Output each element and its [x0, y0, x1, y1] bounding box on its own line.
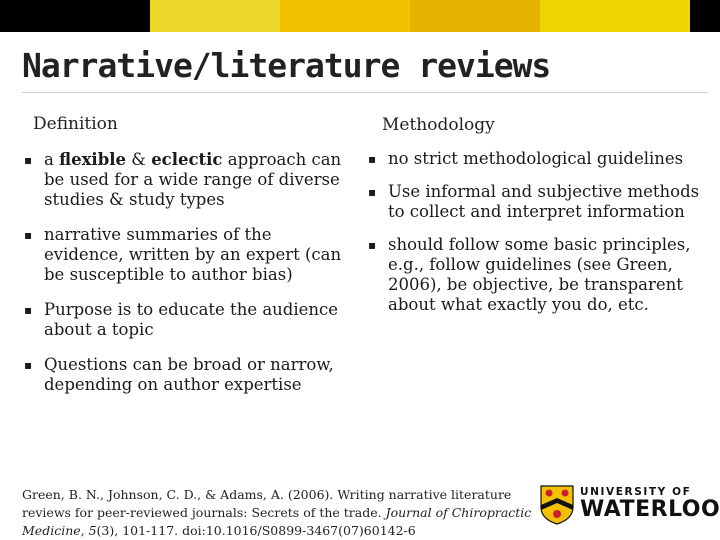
title-divider: [22, 92, 708, 93]
citation-authors: Green, B. N., Johnson, C. D., & Adams, A. (2006). Writing narrative literature reviews for peer-reviewed journals: Secrets of the trade.: [22, 487, 512, 520]
accent-segment: [690, 0, 720, 32]
bullet-icon: ▪: [24, 303, 33, 317]
bullet-text: no strict methodological guidelines: [388, 149, 684, 168]
citation: [22, 486, 532, 540]
list-item: [366, 149, 706, 169]
bullet-icon: ▪: [24, 358, 33, 372]
emphasis-text: eclectic: [151, 150, 223, 169]
top-accent-bar: [0, 0, 720, 32]
bullet-text: approach can be used for a wide range of diverse studies & study types: [44, 150, 342, 209]
bullet-text: Use informal and subjective methods to collect and interpret information: [388, 182, 700, 221]
accent-segment: [280, 0, 410, 32]
bullet-text: Questions can be broad or narrow, depending on author expertise: [44, 355, 334, 394]
list-item: [22, 225, 342, 285]
bullet-icon: ▪: [368, 185, 377, 199]
accent-segment: [150, 0, 280, 32]
logo-line-university: UNIVERSITY OF: [580, 486, 692, 498]
methodology-heading: Methodology: [382, 115, 495, 135]
bullet-text: narrative summaries of the evidence, written by an expert (can be susceptible to author bias): [44, 225, 342, 284]
bullet-icon: ▪: [368, 238, 377, 252]
bullet-icon: ▪: [24, 153, 33, 167]
list-item: [22, 355, 342, 395]
accent-segment: [410, 0, 540, 32]
list-item: [366, 182, 706, 222]
logo-line-waterloo: WATERLOO: [580, 497, 720, 522]
bullet-text: &: [126, 150, 152, 169]
bullet-text: Purpose is to educate the audience about a topic: [44, 300, 339, 339]
bullet-icon: ▪: [24, 228, 33, 242]
citation-journal: Journal of Chiropractic Medicine, 5: [22, 505, 532, 538]
bullet-text: a: [44, 150, 60, 169]
definition-list: [22, 150, 342, 410]
definition-heading: Definition: [33, 114, 118, 134]
bullet-text: should follow some basic principles, e.g., follow guidelines (see Green, 2006), be objective, be transparent about what exactly you do, etc.: [388, 235, 691, 314]
university-logo: [540, 485, 720, 527]
crest-icon: [540, 485, 574, 525]
emphasis-text: flexible: [59, 150, 126, 169]
accent-segment: [540, 0, 690, 32]
list-item: [366, 235, 706, 315]
methodology-list: [366, 149, 706, 328]
citation-details: (3), 101-117. doi:10.1016/S0899-3467(07)60142-6: [96, 523, 416, 538]
accent-segment: [0, 0, 150, 32]
list-item: [22, 150, 342, 210]
list-item: [22, 300, 342, 340]
slide-title: Narrative/literature reviews: [22, 46, 551, 85]
bullet-icon: ▪: [368, 152, 377, 166]
